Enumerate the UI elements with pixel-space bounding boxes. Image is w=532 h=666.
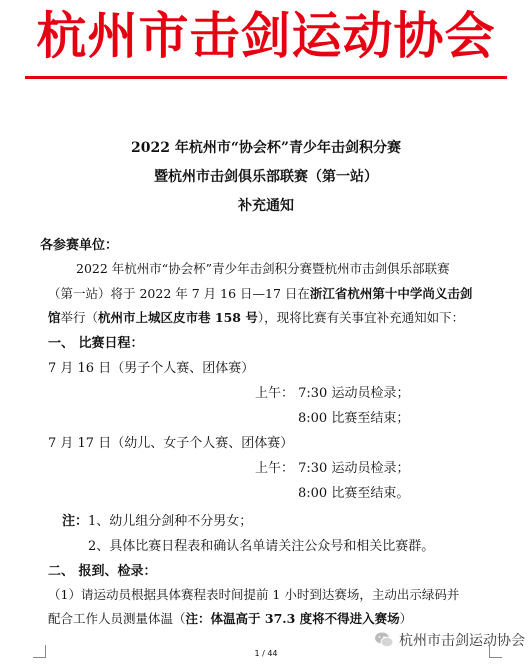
intro-line-1: 2022 年杭州市“协会杯”青少年击剑积分赛暨杭州市击剑俱乐部联赛: [76, 261, 450, 276]
schedule-day-2-checkin: 上午： 7:30 运动员检录；: [255, 461, 410, 476]
schedule-note-1: [62, 510, 252, 529]
schedule-day-2: 7 月 17 日（幼儿、女子个人赛、团体赛）: [48, 436, 294, 451]
intro-line-2-text: （第一站）将于 2022 年 7 月 16 日—17 日在: [48, 286, 310, 301]
venue-name-end: 馆: [48, 310, 61, 325]
watermark-text: 杭州市击剑运动协会: [399, 633, 525, 649]
venue-name: 浙江省杭州第十中学尚义击剑: [309, 286, 473, 301]
schedule-day-1-match: 8:00 比赛至结束；: [298, 411, 410, 426]
intro-line-3: [48, 308, 464, 326]
intro-line-3-tail: ），现将比赛有关事宜补充通知如下：: [257, 310, 465, 325]
note-1-text: 1、幼儿组分剑种不分男女；: [88, 514, 253, 529]
doc-title-line-3: 补充通知: [238, 198, 294, 214]
masthead-rule: [25, 76, 507, 79]
note-label: 注：: [62, 514, 89, 529]
schedule-day-1-checkin: 上午： 7:30 运动员检录；: [255, 386, 410, 401]
schedule-note-2: 2、具体比赛日程表和确认名单请关注公众号和相关比赛群。: [88, 539, 435, 554]
checkin-item-1-line-1: （1）请运动员根据具体赛程表时间提前 1 小时到达赛场，主动出示绿码并: [48, 587, 460, 602]
section-1-heading: 一、 比赛日程：: [48, 336, 144, 351]
venue-address: 杭州市上城区皮市巷 158 号: [98, 310, 258, 325]
intro-held: 举行（: [60, 310, 99, 325]
doc-title-line-2: 暨杭州市击剑俱乐部联赛（第一站）: [154, 169, 378, 185]
schedule-day-2-match: 8:00 比赛至结束。: [298, 486, 410, 501]
temperature-note: 注：体温高于 37.3 度将不得进入赛场: [185, 611, 400, 626]
checkin-item-1-text: 配合工作人员测量体温（: [48, 611, 186, 626]
masthead-title: 杭州市击剑运动协会: [36, 7, 496, 65]
page-number: 1 / 44: [254, 649, 278, 658]
checkin-item-1-close: ）: [399, 611, 413, 626]
doc-title-line-1: 2022 年杭州市“协会杯”青少年击剑积分赛: [131, 140, 401, 156]
section-2-heading: 二、 报到、检录：: [48, 564, 157, 579]
schedule-day-1: 7 月 16 日（男子个人赛、团体赛）: [48, 361, 255, 376]
salutation: 各参赛单位：: [40, 238, 119, 253]
intro-line-2: [48, 284, 472, 302]
checkin-item-1-line-2: [48, 609, 412, 627]
wechat-icon: [374, 631, 394, 649]
wechat-watermark: [374, 628, 525, 652]
